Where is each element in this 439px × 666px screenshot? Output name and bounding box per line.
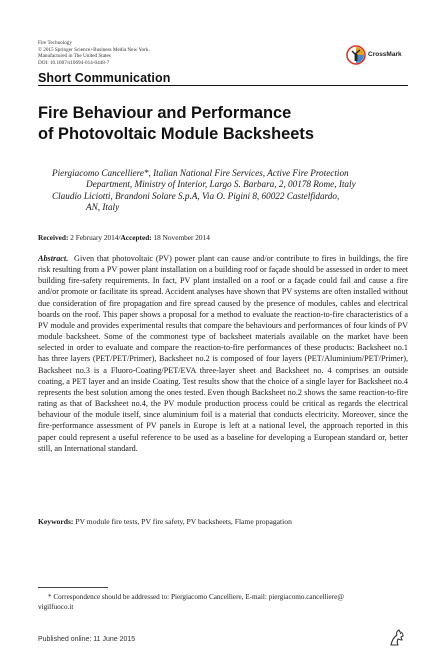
journal-meta <box>38 40 150 66</box>
keywords-label: Keywords: <box>38 517 74 526</box>
article-dates <box>38 233 210 242</box>
article-title <box>38 103 314 145</box>
copyright-line: © 2015 Springer Science+Business Media New York. <box>38 46 150 53</box>
accepted-label: Accepted: <box>120 233 152 242</box>
springer-horse-icon <box>388 628 406 648</box>
received-date: 2 February 2014/ <box>70 233 121 242</box>
section-label: Short Communication <box>38 71 171 85</box>
footnote <box>38 593 408 612</box>
keywords <box>38 517 292 526</box>
header-rule <box>38 85 408 86</box>
abstract-text: Given that photovoltaic (PV) power plant can cause and/or contribute to fires in buildings, the fire risk resulting from a PV power plant installation on a building roof or façade should be assessed in order to meet building fire-safety requirements. In fact, PV plant installed on a roof or a façade could fail and cause a fire and/or promote or facilitate its spread. Accident analyses have shown that PV systems are often installed without due consideration of fire propagation and fire spread caused by the presence of modules, cables and electrical boards on the roof. This paper shows a proposal for a method to evaluate the reaction-to-fire characteristics of a PV module and provides experimental results that compare the behaviours and performances of four kinds of PV module backsheet. Some of the commonest type of backsheet materials available on the market have been selected in order to evaluate and compare the reaction-to-fire performances of these products: Backsheet no.1 has three layers (PET/PET/Primer), Backsheet no.2 is composed of four layers (PET/Aluminium/PET/Primer), Backsheet no.3 is a Fluoro-Coating/PET/EVA three-layer sheet and Backsheet no. 4 comprises an outside coating, a PET layer and an inside Coating. Test results show that the choice of a single layer for Backsheet no.4 represents the best solution among the ones tested. Even though Backsheet no.2 shows the same reaction-to-fire rating as that of Backsheet no.4, the PV module production process could be critical as regards the electrical behaviour of the module itself, since aluminium foil is a material that conducts electricity. Moreover, since the fire-performance assessment of PV panels in Europe is left at a national level, the approach reported in this paper could represent a useful reference to be used as a baseline for developing a European standard or, better still, an International standard. <box>38 254 409 453</box>
crossmark-icon <box>346 44 366 66</box>
footnote-rule <box>38 587 108 588</box>
author-line-1: Piergiacomo Cancelliere*, Italian National Fire Services, Active Fire Protection <box>52 168 349 178</box>
abstract-label: Abstract. <box>38 254 69 263</box>
doi-line[interactable]: DOI: 10.1007/s10694-014-0448-7 <box>38 59 110 66</box>
manufactured-line: Manufactured in The United States <box>38 53 111 60</box>
title-line-2: of Photovoltaic Module Backsheets <box>38 125 314 143</box>
footnote-line-2[interactable]: vigilfuoco.it <box>38 602 74 611</box>
title-line-1: Fire Behaviour and Performance <box>38 104 292 122</box>
author-line-2: Department, Ministry of Interior, Largo S. Barbara, 2, 00178 Rome, Italy <box>86 179 356 190</box>
journal-name: Fire Technology <box>38 40 72 46</box>
crossmark-label: CrossMark <box>368 51 402 58</box>
published-online: Published online: 11 June 2015 <box>38 636 136 643</box>
footnote-line-1: * Correspondence should be addressed to: Piergiacomo Cancelliere, E-mail: piergiacomo.cancelliere@ <box>48 593 344 601</box>
author-line-3: Claudio Liciotti, Brandoni Solare S.p.A, Via O. Pigini 8, 60022 Castelfidardo, <box>52 190 340 201</box>
received-label: Received: <box>38 233 69 242</box>
abstract <box>38 253 408 454</box>
accepted-date: 18 November 2014 <box>153 233 210 242</box>
author-line-4: AN, Italy <box>86 202 120 213</box>
author-affiliations <box>38 168 408 214</box>
keywords-text: PV module fire tests, PV fire safety, PV backsheets, Flame propagation <box>75 517 292 526</box>
crossmark-badge[interactable] <box>346 44 406 66</box>
